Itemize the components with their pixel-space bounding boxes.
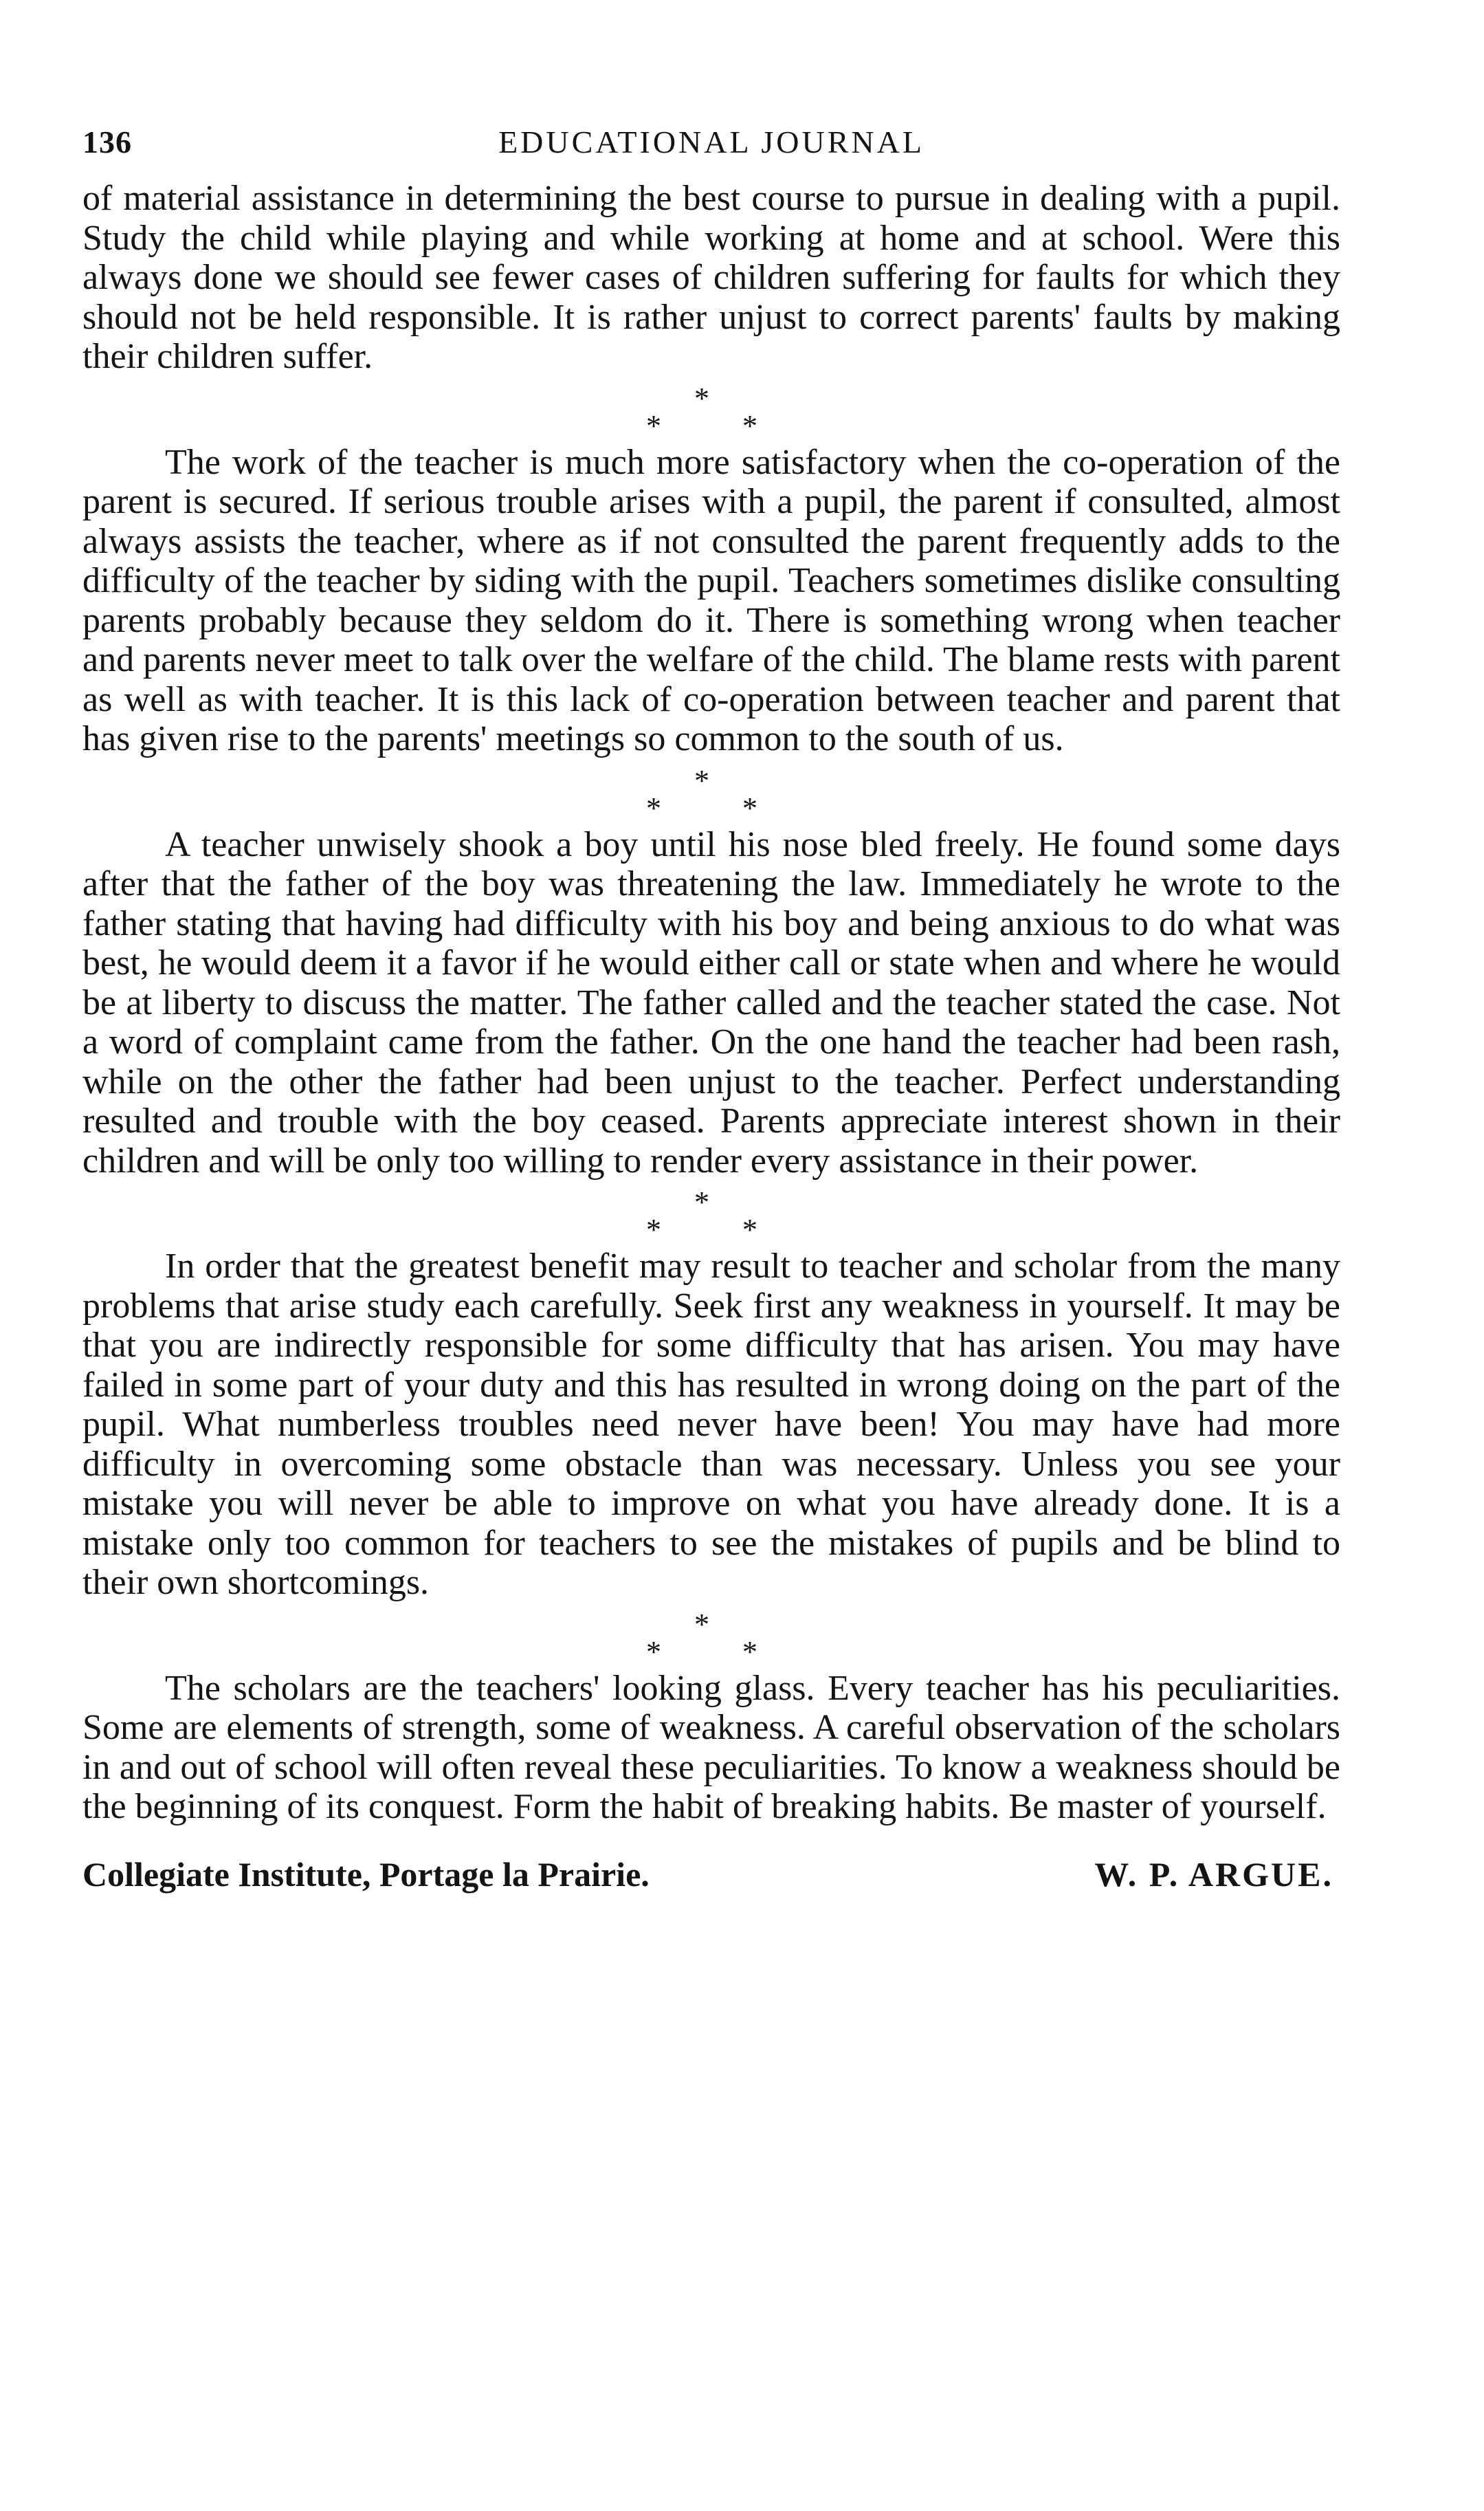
running-head: EDUCATIONAL JOURNAL: [498, 124, 924, 160]
section-separator: [82, 1181, 1340, 1247]
page-header: [82, 124, 1340, 179]
separator-star: *: [742, 1634, 757, 1669]
separator-star: *: [694, 763, 709, 798]
separator-star: *: [646, 408, 661, 443]
section-separator: [82, 1603, 1340, 1669]
separator-star: *: [742, 408, 757, 443]
separator-star: *: [694, 381, 709, 415]
paragraph-4: In order that the greatest benefit may result to teacher and scholar from the many problems that arise study each carefully. Seek first any weakness in yourself. It may be that you are indirectly responsible for some difficulty that has arisen. You may have failed in some part of your duty and this has resulted in wrong doing on the part of the pupil. What numberless troubles need never have been! You may have had more difficulty in overcoming some obstacle than was necessary. Unless you see your mistake you will never be able to improve on what you have already done. It is a mistake only too common for teachers to see the mistakes of pupils and be blind to their own shortcomings.: [82, 1247, 1340, 1602]
paragraph-1: of material assistance in determining the best course to pursue in dealing with a pupil. Study the child while playing and while working at home and at school. Were this always done we should see fewer cases of children suffering for faults for which they should not be held responsible. It is rather unjust to correct parents' faults by making their children suffer.: [82, 179, 1340, 376]
separator-star: *: [694, 1185, 709, 1219]
paragraph-3: A teacher unwisely shook a boy until his nose bled freely. He found some days after that the father of the boy was threatening the law. Immediately he wrote to the father stating that having had difficulty with his boy and being anxious to do what was best, he would deem it a favor if he would either call or state when and where he would be at liberty to discuss the matter. The father called and the teacher stated the case. Not a word of complaint came from the father. On the one hand the teacher had been rash, while on the other the father had been unjust to the teacher. Perfect understanding resulted and trouble with the boy ceased. Parents appreciate interest shown in their children and will be only too willing to render every assistance in their power.: [82, 824, 1340, 1181]
page-number: 136: [82, 124, 132, 160]
signature-author: W. P. ARGUE.: [1094, 1854, 1333, 1894]
section-separator: [82, 377, 1340, 443]
separator-star: *: [694, 1607, 709, 1641]
paragraph-5: The scholars are the teachers' looking glass. Every teacher has his peculiarities. Some are elements of strength, some of weakness. A careful observation of the scholars in and out of school will often reveal these peculiarities. To know a weakness should be the beginning of its conquest. Form the habit of breaking habits. Be master of yourself.: [82, 1668, 1340, 1826]
journal-page: [82, 124, 1340, 1903]
section-separator: [82, 759, 1340, 825]
separator-star: *: [742, 1213, 757, 1247]
paragraph-2: The work of the teacher is much more satisfactory when the co-operation of the parent is secured. If serious trouble arises with a pupil, the parent if consulted, almost always assists the teacher, where as if not consulted the parent frequently adds to the difficulty of the teacher by siding with the pupil. Teachers sometimes dislike consulting parents probably because they seldom do it. There is something wrong when teacher and parents never meet to talk over the welfare of the child. The blame rests with parent as well as with teacher. It is this lack of co-operation between teacher and parent that has given rise to the parents' meetings so common to the south of us.: [82, 442, 1340, 758]
separator-star: *: [646, 1634, 661, 1669]
separator-star: *: [646, 1213, 661, 1247]
signature-place: Collegiate Institute, Portage la Prairie.: [82, 1854, 650, 1894]
separator-star: *: [742, 791, 757, 825]
separator-star: *: [646, 791, 661, 825]
signature-line: [82, 1854, 1340, 1903]
